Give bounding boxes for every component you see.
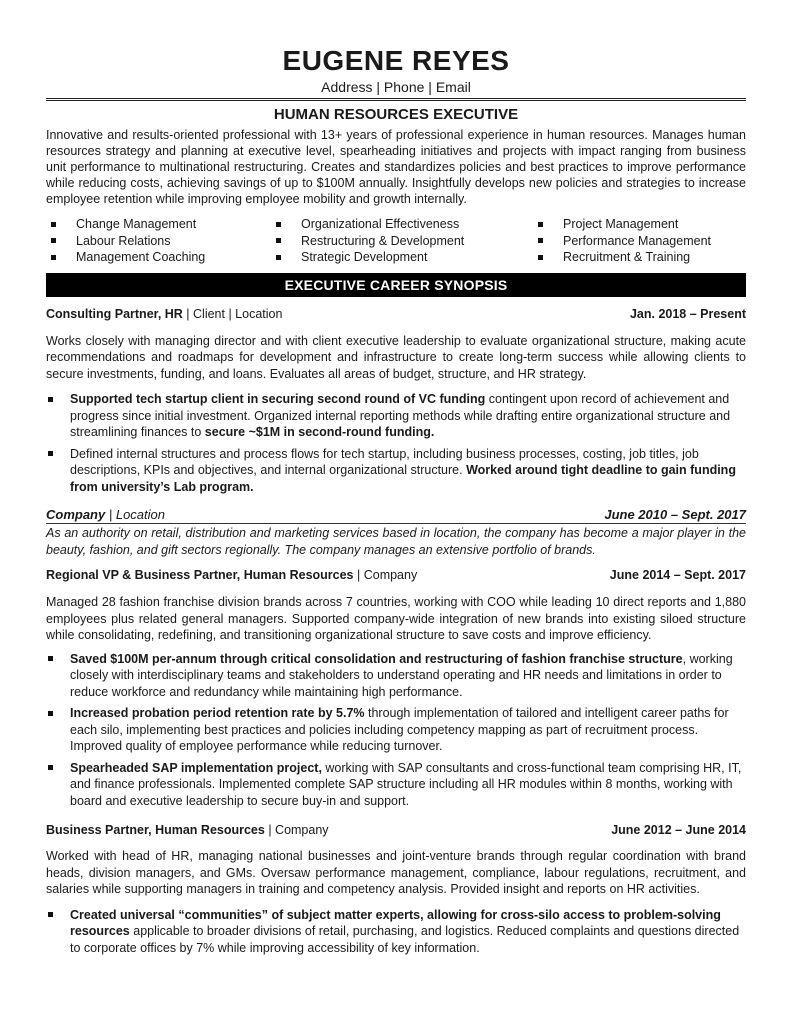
company-description: As an authority on retail, distribution and marketing services based in location, the company has become a major player in the beauty, fashion, and gift sectors regionally. The company manages an extensive portfolio of brands. — [46, 526, 746, 557]
bullet-bold: Worked around tight deadline to gain funding from university’s Lab program. — [70, 463, 736, 494]
summary-paragraph: Innovative and results-oriented professional with 13+ years of professional experience in human resources. Manages human resources strategy and planning at executive level, spearheading initiatives and projects with impact ranging from business unit performance to multinational restructuring. Creates and standardizes policies and best practices to improve performance while reducing costs, achieving savings of up to $100M annually. Insightfully develops new policies and strategies to increase employee retention while improving employee mobility and growth internally. — [46, 128, 746, 206]
company-dates: June 2010 – Sept. 2017 — [604, 507, 746, 522]
skill-item: Performance Management — [533, 233, 746, 250]
company-header — [46, 506, 746, 524]
company-name: Company — [46, 507, 106, 522]
header-divider — [46, 98, 746, 101]
role-dates: June 2014 – Sept. 2017 — [609, 568, 746, 582]
role-description: Worked with head of HR, managing national businesses and joint-venture brands through regular coordination with brand heads, division managers, and GMs. Oversaw performance management, compliance, labour regulations, recruitment, and salaries while supporting managers in training and competency analysis. Provided insight and reports on HR activities. — [46, 849, 746, 896]
achievement-bullet — [46, 907, 746, 957]
achievement-bullet — [46, 705, 746, 755]
role-header — [46, 567, 746, 583]
bullet-text: applicable to broader divisions of retail, purchasing, and logistics. Reduced complaints and questions directed to corporate offices by 7% while improving accessibility of key information. — [70, 924, 740, 955]
skill-item: Recruitment & Training — [533, 249, 746, 266]
company-location: | Location — [105, 507, 165, 522]
bullet-bold: Increased probation period retention rate by 5.7% — [70, 706, 365, 720]
role-description: Works closely with managing director and with client executive leadership to evaluate organizational structure, making acute recommendations and roadmaps for development and infrastructure to create long-term success while allowing clients to secure investments, funding, and loans. Evaluates all areas of budget, structure, and HR strategy. — [46, 333, 746, 381]
professional-headline: HUMAN RESOURCES EXECUTIVE — [273, 106, 519, 123]
skills-column-1 — [46, 216, 271, 266]
role-header — [46, 822, 746, 838]
bullet-text: Defined internal structures and process flows for tech startup, including business processes, costing, job titles, job descriptions, KPIs and objectives, and internal organizational structure. — [70, 446, 699, 477]
skill-item: Restructuring & Development — [271, 233, 533, 250]
resume-page — [46, 44, 746, 956]
bullet-text: , working closely with interdisciplinary teams and stakeholders to understand operating and HR needs and limitations in order to reduce workforce and redundancy while maintaining high performance. — [70, 651, 733, 699]
bullet-text: through implementation of tailored and intelligent career paths for each silo, implementing best practices and policies including competency mapping as part of recruitment process. Improved quality of employee performance while reducing turnover. — [70, 706, 729, 753]
role-dates: Jan. 2018 – Present — [629, 306, 746, 321]
contact-line: Address | Phone | Email — [321, 79, 471, 95]
bullet-bold: Spearheaded SAP implementation project, — [70, 760, 322, 775]
section-header-career: EXECUTIVE CAREER SYNOPSIS — [46, 273, 746, 297]
candidate-name: EUGENE REYES — [282, 45, 510, 76]
role-meta: | Company — [353, 568, 418, 582]
role-title: Regional VP & Business Partner, Human Resources — [46, 568, 354, 582]
role-title: Business Partner, Human Resources — [46, 823, 265, 837]
bullet-bold: Created universal “communities” of subject matter experts, allowing for cross-silo access to problem-solving resources — [70, 907, 721, 938]
role-title: Consulting Partner, HR — [46, 306, 183, 321]
skill-item: Labour Relations — [46, 233, 271, 250]
role-meta: | Company — [264, 823, 329, 837]
role-header — [46, 306, 746, 322]
role-description: Managed 28 fashion franchise division brands across 7 countries, working with COO while leading 10 direct reports and 1,880 employees plus related general managers. Supported company-wide integration of new brands into existing siloed structure while consolidating, redefining, and transitioning organizational structure to save costs and improve efficiency. — [46, 595, 746, 642]
bullet-text: working with SAP consultants and cross-functional team comprising HR, IT, and finance professionals. Implemented complete SAP structure including all HR modules within 8 months, working with board and executive leadership to secure buy-in and support. — [70, 760, 742, 808]
achievement-bullet — [46, 760, 746, 810]
role-title-line — [46, 306, 282, 322]
role-title-line — [46, 822, 329, 838]
skill-item: Strategic Development — [271, 249, 533, 266]
bullet-bold: Saved $100M per-annum through critical consolidation and restructuring of fashion franchise structure — [70, 651, 683, 666]
bullet-text: contingent upon record of achievement and progress since initial investment. Organized internal reporting methods while drafting entire organizational structure and streamlining finances to — [70, 392, 731, 439]
bullet-bold: Supported tech startup client in securing second round of VC funding — [70, 392, 486, 406]
role-dates: June 2012 – June 2014 — [611, 823, 746, 837]
role-meta: | Client | Location — [182, 306, 283, 321]
skill-item: Change Management — [46, 216, 271, 233]
achievement-bullet — [46, 391, 746, 441]
achievement-bullet — [46, 446, 746, 496]
role-title-line — [46, 567, 417, 583]
skill-item: Management Coaching — [46, 249, 271, 266]
achievement-bullet — [46, 651, 746, 701]
skill-item: Organizational Effectiveness — [271, 216, 533, 233]
skills-column-2 — [271, 216, 533, 266]
company-name-line — [46, 506, 165, 523]
skills-grid — [46, 216, 746, 266]
bullet-bold: secure ~$1M in second-round funding. — [204, 425, 435, 439]
skills-column-3 — [533, 216, 746, 266]
skill-item: Project Management — [533, 216, 746, 233]
